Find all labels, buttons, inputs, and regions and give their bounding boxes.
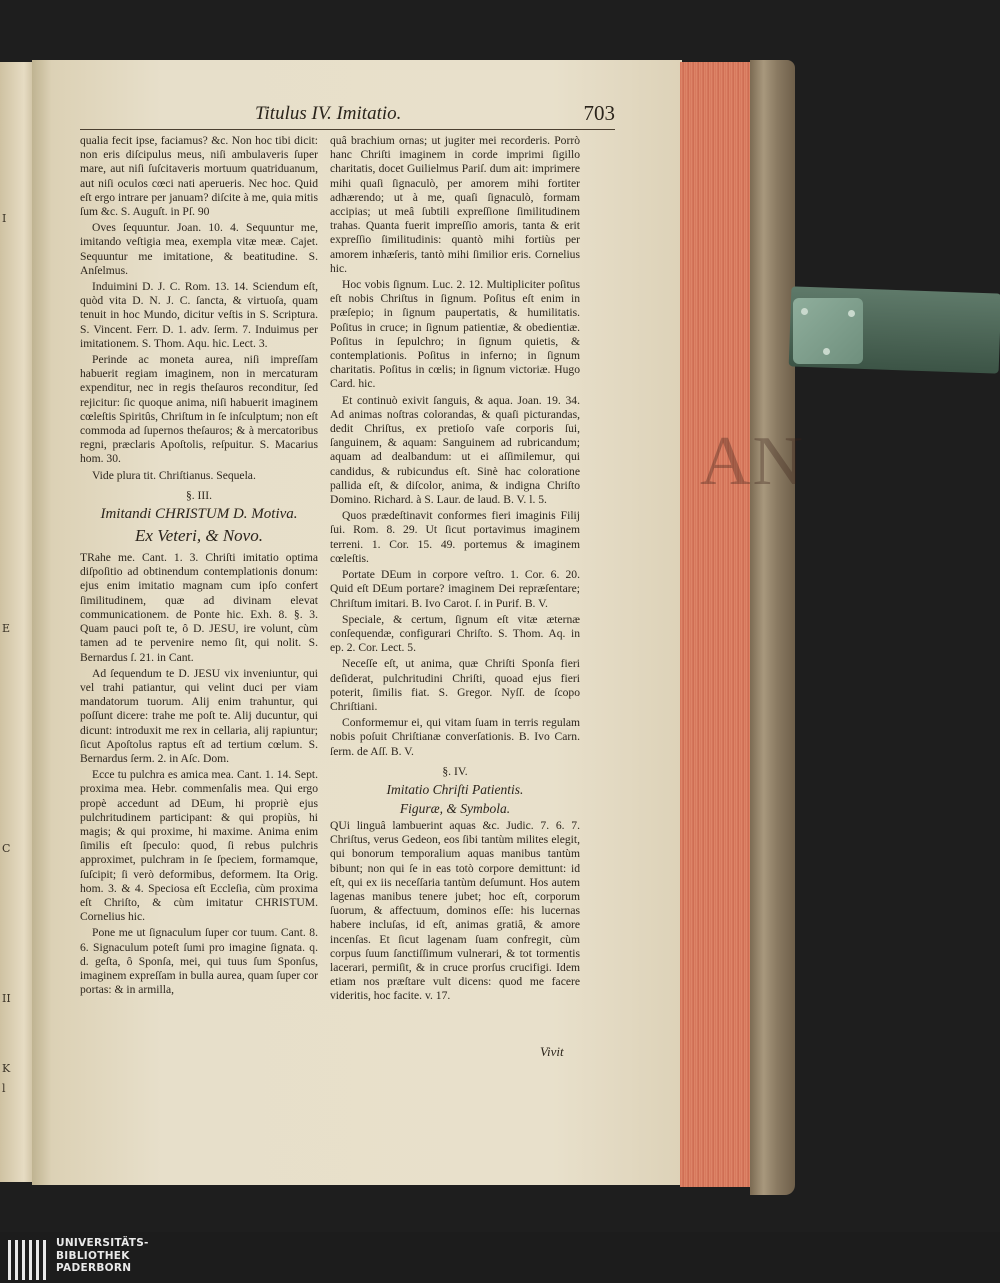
page-number: 703: [583, 101, 615, 125]
running-title: Titulus IV. Imitatio.: [255, 103, 402, 124]
paragraph: Vide plura tit. Chriſtianus. Sequela.: [92, 468, 256, 482]
paragraph: QUi linguâ lambuerint aquas &c. Judic. 7. 6. 7. Chriſtus, verus Gedeon, eos ſibi tantùm milites elegit, qui bonorum temporalium aquas manibus tantùm bibunt; non qui ſe in eas totò corpore demittunt: id eſt, qui ex iis neceſſaria tantùm deſumunt. Hos autem lagenas manibus tenere jubet; hoc eſt, corporum ſuorum, & affectuum, dominos eſſe: his lucernas habere incluſas, id eſt, animas gratiâ, & amore incenſas. Et ſicut lagenam ſuam confregit, cùm corpus ſuum ſanctiſſimum vulnerari, & tot tormentis lacerari, permiſit, & in cruce prorſus crucifigi. Idem etiam nos præſtare vult dicens: quod me facere videritis, hoc facite. v. 17.: [330, 818, 580, 1003]
rivet: [848, 310, 855, 317]
footer-bar: [0, 1232, 1000, 1283]
paragraph: Neceſſe eſt, ut anima, quæ Chriſti Sponſa fieri deſiderat, pulchritudini Chriſti, quoad ejus fieri poterit, ſimilis fiat. S. Gregor. Nyſſ. de ſcopo Chriſtiani.: [330, 657, 580, 713]
metal-clasp: [793, 298, 863, 364]
paragraph: Et continuò exivit ſanguis, & aqua. Joan. 19. 34. Ad animas noſtras colorandas, & quaſi picturandas, dedit Chriſtus, ex pretioſo vaſe corporis ſui, ſanguinem, & aquam: Sanguinem ad rubricandum; aquam ad dealbandum: ut ei aſſimilemur, qui candidus, & rubicundus eſt. Sinè hac coloratione pallida eſt, & diſcolor, anima, & indigna Chriſto Domino. Richard. à S. Laur. de laud. B. V. l. 5.: [330, 393, 580, 507]
catchword: Vivit: [540, 1044, 564, 1059]
paragraph: quâ brachium ornas; ut jugiter mei recorderis. Porrò hanc Chriſti imaginem in corde imprimi ſigillo charitatis, docet Guilielmus Pariſ. dum ait: imprimere mihi quaſi ſignaculò, per amorem mihi fortiter adhærendo; ut à me, quaſi ſignaculò, formam accipias; ut meâ ſubtili expreſſione ſimilitudinem trahas. Quanta fuerit impreſſio amoris, tanta & erit expreſſio ſimilitudinis: quantò mihi fortiùs per amorem inhæſeris, tantò mihi ſimilior eris. Cornelius hic.: [330, 134, 580, 275]
section-number: §. IV.: [442, 764, 468, 778]
page-edges: [680, 62, 758, 1187]
paragraph: Conformemur ei, qui vitam ſuam in terris regulam nobis poſuit Chriſtianæ converſationis. B. Ivo Carn. ſerm. de Aſſ. B. V.: [330, 716, 580, 758]
paragraph: Hoc vobis ſignum. Luc. 2. 12. Multipliciter poſitus eſt nobis Chriſtus in ſignum. Poſitus eſt enim in præſepio; in ſignum paupertatis, & humilitatis. Poſitus in cruce; in ſignum patientiæ, & obedientiæ. Poſitus in ſepulchro; in ſignum quietis, & contemplationis. Poſitus in inferno; in ſignum charitatis. Poſitus in cœlis; in ſignum victoriæ. Hugo Card. hic.: [330, 278, 580, 391]
paragraph: Ad ſequendum te D. JESU vix inveniuntur, qui vel trahi patiantur, qui velint duci per viam mandatorum tuorum. Alij enim trahuntur, qui poſſunt dicere: trahe me poſt te. Alij ducuntur, qui dicunt: introduxit me rex in cellaria, alij rapiuntur; ſicut Apoſtolus raptus eſt ad tertium cœlum. S. Bernardus ſerm. 2. in Aſc. Dom.: [80, 666, 318, 765]
paragraph: Pone me ut ſignaculum ſuper cor tuum. Cant. 8. 6. Signaculum poteſt ſumi pro imagine ſignata. q. d. geſta, ô Sponſa, mei, qui tuus ſum Sponſus, imaginem expreſſam in bulla aurea, quam ſuper cor portas: & in armilla,: [80, 926, 318, 997]
left-margin-fragment: II: [2, 992, 11, 1005]
paragraph: Induimini D. J. C. Rom. 13. 14. Sciendum eſt, quòd vita D. N. J. C. ſancta, & virtuoſa, quam tenuit in hoc Mundo, dicitur veſtis in S. Scriptura. S. Vincent. Ferr. D. 1. adv. ſerm. 7. Induimus per imitationem. S. Thom. Aqu. hic. Lect. 3.: [80, 280, 318, 350]
rivet: [823, 348, 830, 355]
left-margin-fragment: K: [2, 1062, 11, 1075]
section-heading: Imitandi CHRISTUM D. Motiva.: [100, 506, 298, 523]
library-name: [56, 1237, 149, 1275]
section-number: §. III.: [185, 488, 213, 502]
section-heading: Imitatio Chriſti Patientis.: [386, 781, 524, 797]
right-column: [330, 134, 580, 1006]
paragraph: Quos prædeſtinavit conformes fieri imaginis Filij ſui. Rom. 8. 29. Ut ſicut portavimus imaginem terreni. 1. Cor. 15. 49. portemus & imaginem cœleſtis.: [330, 509, 580, 565]
paragraph: Oves ſequuntur. Joan. 10. 4. Sequuntur me, imitando veſtigia mea, exempla vitæ meæ. Cajet. Sequuntur me imitatione, & beatitudine. S. Anſelmus.: [80, 221, 318, 277]
paragraph: Portate DEum in corpore veſtro. 1. Cor. 6. 20. Quid eſt DEum portare? imaginem Dei repræſentare; Chriſtum imitari. B. Ivo Carot. ſ. in Purif. B. V.: [330, 568, 580, 610]
library-line-3: PADERBORN: [56, 1262, 132, 1274]
library-line-1: UNIVERSITÄTS-: [56, 1237, 149, 1249]
cover-bleed-letters: AN: [700, 423, 806, 500]
left-margin-fragment: E: [2, 622, 11, 635]
paragraph: Speciale, & certum, ſignum eſt vitæ æternæ conſequendæ, configurari Chriſto. S. Thom. Aq. in ep. 2. Cor. Lect. 5.: [330, 612, 580, 655]
book-cover: [750, 60, 795, 1195]
paragraph: TRahe me. Cant. 1. 3. Chriſti imitatio optima diſpoſitio ad obtinendum contemplationis donum: ejus enim imitatio magnam cum ipſo confert ſimilitudinem, quæ ad divinam elevat communicationem. de Ponte hic. Exh. 8. §. 3. Quam pauci poſt te, ô D. JESU, ire volunt, cùm tamen ad te pervenire nemo ſit, qui nolit. S. Bernardus ſ. 21. in Cant.: [80, 551, 318, 664]
paragraph: qualia fecit ipse, faciamus? &c. Non hoc tibi dicit: non eris diſcipulus meus, niſi ambulaveris ſuper mare, aut niſi ſuſcitaveris mortuum quatriduanum, aut niſi oculos cœci nati aperueris. Nec hoc. Quid eſt ergo intrare per januam? diſcite à me, quia mitis ſum &c. S. Auguſt. in Pſ. 90: [80, 134, 318, 219]
paragraph: Ecce tu pulchra es amica mea. Cant. 1. 14. Sept. proxima mea. Hebr. commenſalis mea. Qui ergo propè accedunt ad DEum, hi propriè ejus pulchritudinem participant: & qui propiùs, hi magis; & qui proxime, hi maxime. Anima enim ſimilis eſt ſpeculo: quod, ſi rebus pulchris approximet, pulchram in ſe ſpeciem, formamque, ſuſcipit; ſi verò deformibus, deformem. Ita Orig. hom. 3. & 4. Speciosa eſt Eccleſia, cùm proxima eſt Chriſto, & cùm imitatur CHRISTUM. Cornelius hic.: [80, 768, 318, 924]
section-heading: Ex Veteri, & Novo.: [135, 526, 263, 546]
left-margin-fragment: l: [2, 1082, 6, 1095]
paragraph: Perinde ac moneta aurea, niſi impreſſam habuerit regiam imaginem, non in mercaturam expenditur, nec in regis theſauros reconditur, ſed rejicitur: ſic quoque anima, niſi habuerit imaginem cœleſtis Spiritûs, Chriſtum in ſe inſculptum; non eſt commoda ad ſupernos theſauros; & à mercatoribus regni, præclaris Apoſtolis, reſpuitur. S. Macarius hom. 30.: [80, 353, 318, 466]
rivet: [801, 308, 808, 315]
left-margin-fragment: I: [2, 212, 7, 225]
left-margin-fragment: C: [2, 842, 11, 855]
page-header: [80, 103, 615, 130]
library-logo-icon: [8, 1240, 46, 1280]
section-heading: Figuræ, & Symbola.: [399, 800, 511, 816]
library-line-2: BIBLIOTHEK: [56, 1249, 130, 1262]
left-column: [80, 134, 318, 999]
